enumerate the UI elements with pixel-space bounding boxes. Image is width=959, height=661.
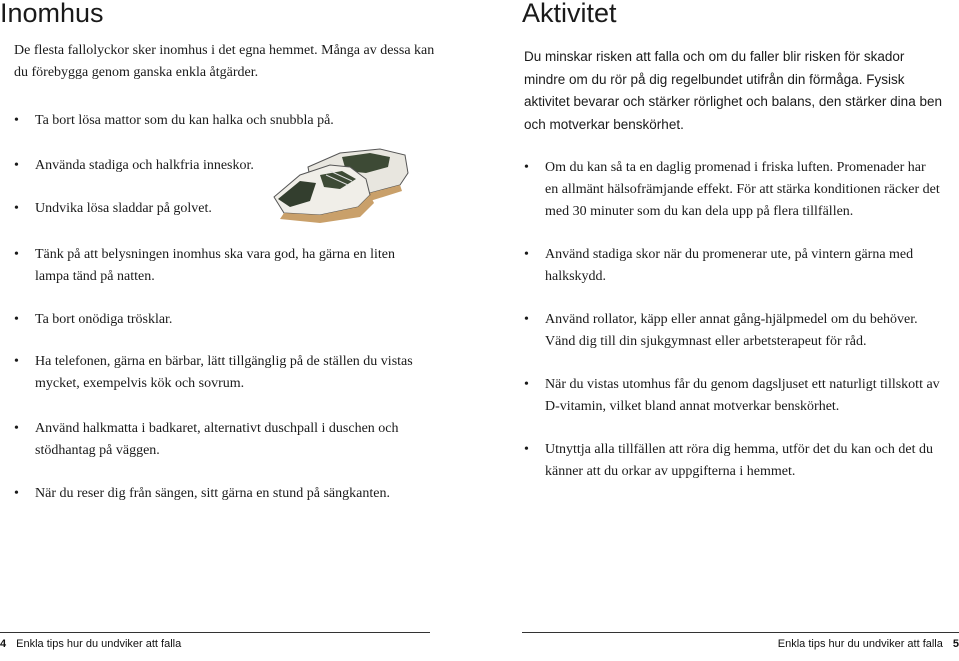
footer-right [778,637,959,651]
list-item-text: Använda stadiga och halkfria inneskor. [35,158,254,173]
bullet-icon: • [524,442,529,457]
list-item-text: När du vistas utomhus får du genom dagsljuset ett naturligt tillskott av D-vitamin, vilket bland annat motverkar benskörhet. [545,377,940,414]
list-item-text: Tänk på att belysningen inomhus ska vara god, ha gärna en liten lampa tänd på natten. [35,247,396,284]
section-title-aktivitet: Aktivitet [522,0,617,28]
intro-paragraph-inomhus: De flesta fallolyckor sker inomhus i det egna hemmet. Många av dessa kan du förebygga genom ganska enkla åtgärder. [14,43,435,80]
footer-divider-left [0,632,430,633]
bullet-icon: • [524,377,529,392]
list-item-text: Om du kan så ta en daglig promenad i friska luften. Promenader har en allmänt hälsofrämjande effekt. För att stärka konditionen räcker det med 30 minuter som du kan dela upp på flera tillfällen. [545,160,940,219]
list-item-text: Undvika lösa sladdar på golvet. [35,201,212,216]
bullet-icon: • [14,247,19,262]
list-item [524,309,940,353]
list-item [14,483,435,505]
list-item-text: Använd stadiga skor när du promenerar ute, på vintern gärna med halkskydd. [545,247,914,284]
list-item [524,157,940,223]
list-item [14,198,275,220]
bullet-icon: • [14,312,19,327]
list-item [14,110,365,132]
bullet-icon: • [14,421,19,436]
list-item [524,439,940,483]
list-item [14,309,435,331]
list-item [14,351,430,395]
bullet-icon: • [14,201,19,216]
bullet-icon: • [524,312,529,327]
list-item [524,244,935,288]
list-item-text: Använd halkmatta i badkaret, alternativt duschpall i duschen och stödhantag på väggen. [35,421,399,458]
page-number-right: 5 [952,638,959,650]
bullet-icon: • [524,247,529,262]
page-number-left: 4 [0,638,7,650]
list-item-text: Ha telefonen, gärna en bärbar, lätt tillgänglig på de ställen du vistas mycket, exempelvis kök och sovrum. [35,354,413,391]
bullet-icon: • [14,113,19,128]
bullet-icon: • [14,158,19,173]
sneakers-image [270,145,410,225]
intro-paragraph-aktivitet: Du minskar risken att falla och om du faller blir risken för skador mindre om du rör på dig regelbundet utifrån din förmåga. Fysisk aktivitet bevarar och stärker rörlighet och balans, den stärker dina ben och motverkar benskörhet. [524,49,942,132]
list-item [14,155,275,177]
list-item-text: Använd rollator, käpp eller annat gång-hjälpmedel om du behöver. Vänd dig till din sjukgymnast eller arbetsterapeut för råd. [545,312,918,349]
footer-divider-right [522,632,959,633]
list-item [14,418,420,462]
list-item-text: Ta bort lösa mattor som du kan halka och snubbla på. [35,113,334,128]
bullet-icon: • [14,354,19,369]
list-item-text: När du reser dig från sängen, sitt gärna en stund på sängkanten. [35,486,390,501]
section-title-inomhus: Inomhus [0,0,104,28]
list-item [524,374,945,418]
list-item-text: Ta bort onödiga trösklar. [35,312,173,327]
bullet-icon: • [524,160,529,175]
list-item-text: Utnyttja alla tillfällen att röra dig hemma, utför det du kan och det du känner att du orkar av uppgifterna i hemmet. [545,442,933,479]
footer-left [0,637,181,651]
list-item [14,244,420,288]
footer-text-right: Enkla tips hur du undviker att falla [777,638,943,650]
bullet-icon: • [14,486,19,501]
footer-text-left: Enkla tips hur du undviker att falla [16,638,182,650]
